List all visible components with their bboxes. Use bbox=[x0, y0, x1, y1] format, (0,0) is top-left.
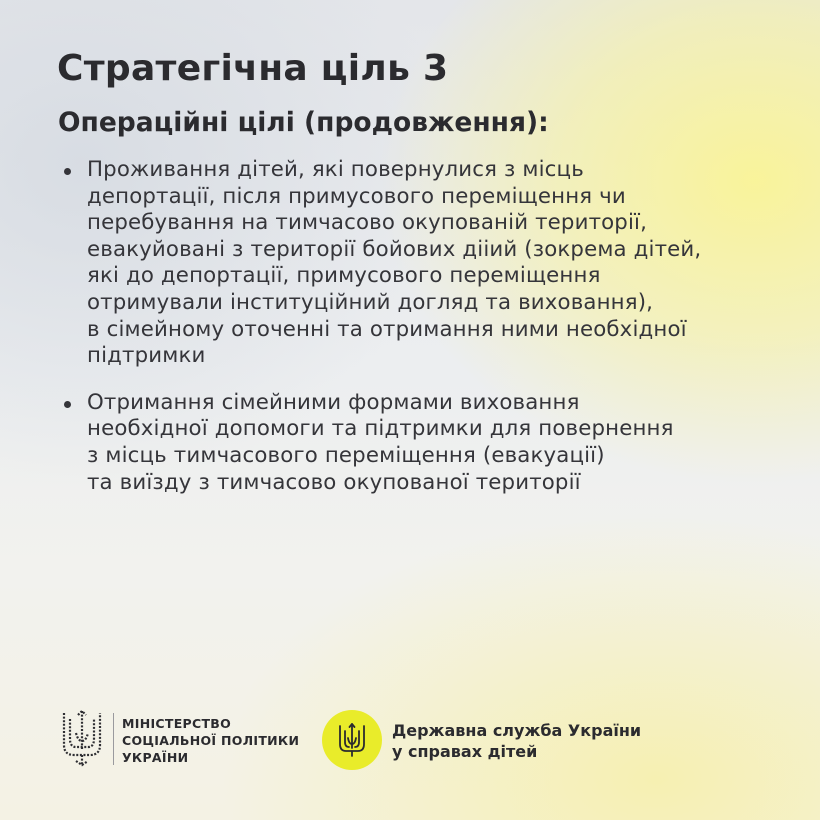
logo-divider bbox=[113, 713, 114, 765]
list-item-line: депортації, після примусового переміщення чи bbox=[87, 183, 626, 209]
goals-list bbox=[60, 157, 780, 516]
list-item-line: які до депортації, примусового переміщення bbox=[87, 263, 601, 289]
list-item-line: та виїзду з тимчасово окупованої території bbox=[87, 469, 581, 495]
service-name-line: Державна служба України bbox=[392, 721, 642, 740]
page-title: Стратегічна ціль 3 bbox=[57, 48, 449, 89]
service-emblem-circle bbox=[322, 710, 382, 770]
trident-emblem-icon bbox=[60, 709, 104, 767]
list-item bbox=[60, 157, 780, 370]
ministry-logo bbox=[60, 709, 300, 769]
page-subtitle: Операційні цілі (продовження): bbox=[58, 107, 549, 138]
ministry-name-line: СОЦІАЛЬНОЇ ПОЛІТИКИ bbox=[122, 733, 300, 748]
ministry-name-line: МІНІСТЕРСТВО bbox=[122, 716, 232, 731]
list-item-line: з місць тимчасового переміщення (евакуації) bbox=[87, 442, 605, 468]
list-item-line: евакуйовані з території бойових дііий (зокрема дітей, bbox=[87, 236, 702, 262]
list-item-line: Отримання сімейними формами виховання bbox=[87, 389, 580, 415]
list-item-line: підтримки bbox=[87, 343, 206, 369]
ministry-name bbox=[122, 715, 299, 766]
ministry-name-line: УКРАЇНИ bbox=[122, 750, 189, 765]
list-item bbox=[60, 390, 780, 496]
list-item-line: в сімейному оточенні та отримання ними необхідної bbox=[87, 316, 687, 342]
list-item-line: необхідної допомоги та підтримки для повернення bbox=[87, 416, 674, 442]
service-name-line: у справах дітей bbox=[392, 742, 538, 761]
service-name bbox=[392, 720, 641, 762]
list-item-line: Проживання дітей, які повернулися з місць bbox=[87, 157, 584, 182]
list-item-line: перебування на тимчасово окупованій території, bbox=[87, 210, 648, 236]
service-logo bbox=[322, 710, 662, 770]
list-item-line: отримували інституційний догляд та виховання), bbox=[87, 289, 654, 315]
trident-emblem-icon bbox=[336, 722, 368, 758]
